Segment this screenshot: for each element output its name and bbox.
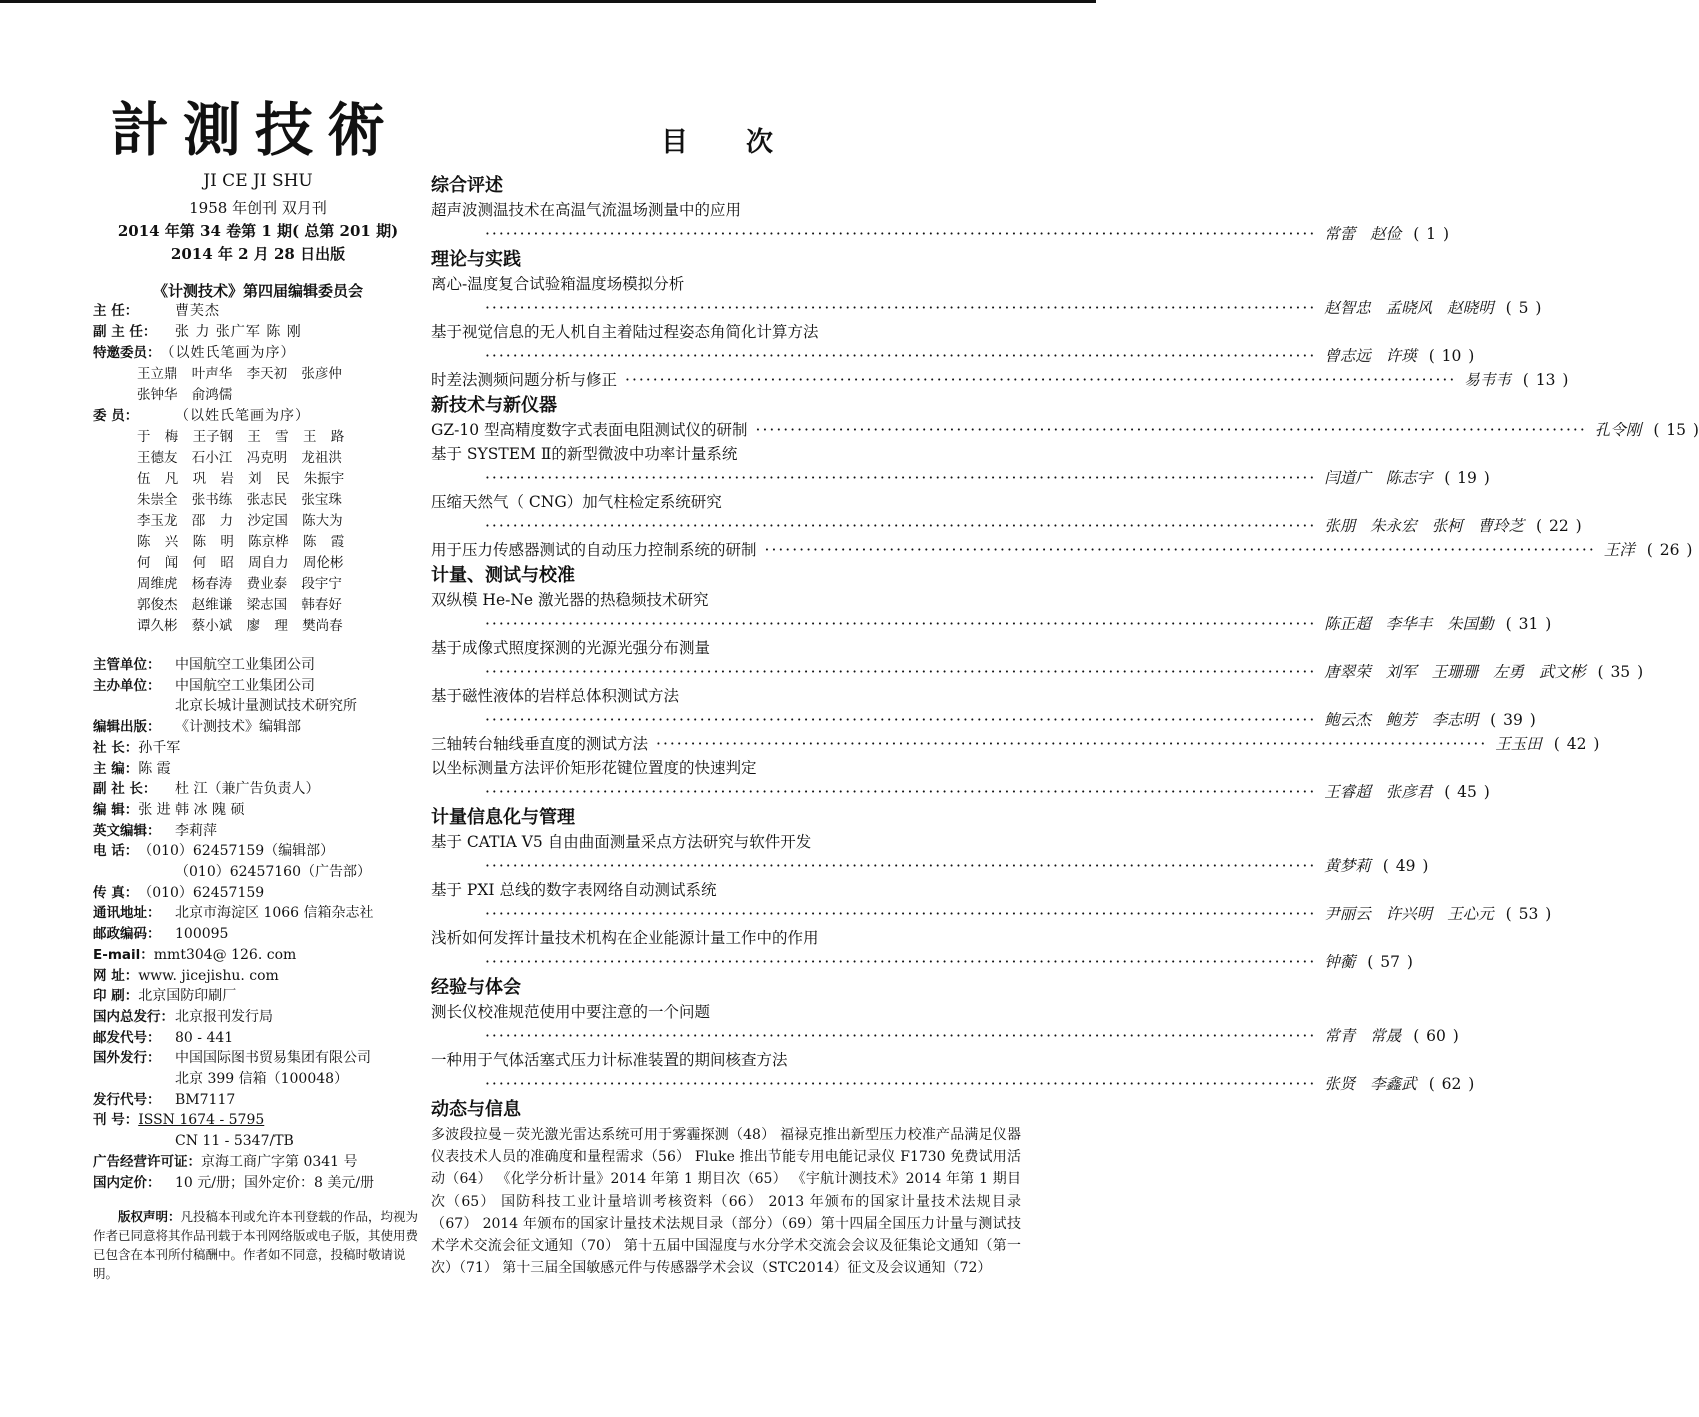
toc-entry[interactable]	[431, 1072, 1475, 1096]
toc-entry[interactable]	[431, 950, 1413, 974]
committee-vice	[93, 322, 423, 343]
committee-special	[93, 343, 423, 364]
toc-section-heading: 新技术与新仪器	[431, 395, 557, 416]
copyright-label: 版权声明：	[118, 1209, 181, 1225]
info-label: 邮政编码：	[93, 926, 161, 943]
toc-entry-title[interactable]: 基于视觉信息的无人机自主着陆过程姿态角简化计算方法	[431, 323, 819, 341]
info-row: CN 11 - 5347/TB	[175, 1133, 294, 1150]
info-row	[93, 903, 423, 924]
leader-dots: ························································································································	[485, 783, 1317, 801]
leader-dots: ························································································································	[485, 347, 1317, 365]
leader-dots: ························································································································	[485, 1027, 1317, 1045]
toc-entry-page: ( 15 )	[1653, 421, 1699, 439]
toc-entry[interactable]	[431, 612, 1552, 636]
info-label: 国外发行：	[93, 1050, 161, 1067]
toc-entry-page: ( 13 )	[1522, 371, 1569, 389]
toc-entry[interactable]	[431, 1024, 1459, 1048]
toc-entry-title[interactable]: 一种用于气体活塞式压力计标准装置的期间核查方法	[431, 1051, 788, 1069]
toc-entry[interactable]	[431, 538, 1693, 562]
toc-entry-authors: 黄梦莉	[1324, 857, 1371, 875]
leader-dots: ························································································································	[755, 421, 1587, 439]
leader-dots: ························································································································	[485, 225, 1317, 243]
vice-label: 副 主 任：	[93, 324, 157, 340]
info-label: 广告经营许可证：	[93, 1153, 201, 1170]
toc-entry-page: ( 5 )	[1505, 299, 1542, 317]
copyright-notice	[93, 1207, 423, 1283]
info-row	[93, 738, 423, 759]
toc-column	[431, 120, 1699, 1279]
leader-dots: ························································································································	[485, 663, 1317, 681]
info-value: 中国航空工业集团公司	[175, 657, 315, 673]
toc-entry-title[interactable]: 用于压力传感器测试的自动压力控制系统的研制	[431, 541, 757, 559]
publication-info	[93, 655, 423, 1193]
committee-chief	[93, 301, 423, 322]
info-value: 陈 霞	[138, 760, 171, 777]
member-names-line: 于 梅 王子钢 王 雪 王 路	[137, 429, 345, 445]
toc-entry-title[interactable]: 超声波测温技术在高温气流温场测量中的应用	[431, 201, 742, 219]
member-names-line: 何 闻 何 昭 周自力 周伦彬	[137, 555, 344, 571]
toc-entry-title[interactable]: 以坐标测量方法评价矩形花键位置度的快速判定	[431, 759, 757, 777]
info-row	[93, 986, 423, 1007]
toc-entry-authors: 尹丽云 许兴明 王心元	[1324, 905, 1494, 923]
toc-entry-title[interactable]: 基于 PXI 总线的数字表网络自动测试系统	[431, 881, 717, 899]
toc-entry-authors: 张贤 李鑫武	[1324, 1075, 1417, 1093]
toc-entry-authors: 唐翠荣 刘军 王珊珊 左勇 武文彬	[1324, 663, 1586, 681]
info-label: 英文编辑：	[93, 822, 161, 839]
info-label: 通讯地址：	[93, 905, 161, 922]
info-label: 刊 号：	[93, 1112, 139, 1129]
toc-entry-authors: 鲍云杰 鲍芳 李志明	[1324, 711, 1479, 729]
info-value: 中国航空工业集团公司	[175, 677, 315, 694]
toc-entry-authors: 闫道广 陈志宇	[1324, 469, 1433, 487]
info-value: 北京国防印刷厂	[138, 988, 237, 1005]
member-list	[93, 427, 423, 637]
toc-entry-page: ( 45 )	[1444, 783, 1490, 801]
publish-date: 2014 年 2 月 28 日出版	[170, 245, 346, 263]
special-label: 特邀委员：	[93, 345, 161, 361]
member-names-line: 朱崇全 张书练 张志民 张宝珠	[137, 492, 342, 508]
info-label: 副 社 长：	[93, 781, 157, 798]
toc-entry-page: ( 39 )	[1490, 711, 1536, 729]
toc-entry-title[interactable]: 基于磁性液体的岩样总体积测试方法	[431, 687, 680, 705]
info-value: www. jicejishu. com	[138, 967, 279, 984]
info-value: ISSN 1674 - 5795	[138, 1112, 265, 1129]
toc-entry-title[interactable]: 测长仪校准规范使用中要注意的一个问题	[431, 1003, 711, 1021]
info-value: 京海工商广字第 0341 号	[201, 1153, 358, 1170]
info-row	[93, 655, 423, 676]
chief-label: 主 任：	[93, 303, 139, 319]
leader-dots: ························································································································	[485, 469, 1317, 487]
toc-entry-authors: 曾志远 许瑛	[1324, 347, 1417, 365]
toc-section-heading: 计量信息化与管理	[431, 807, 575, 828]
journal-pinyin: JI CE JI SHU	[203, 171, 313, 191]
copyright-text: 凡投稿本刊或允许本刊登载的作品，均视为作者已同意将其作品刊载于本刊网络版或电子版，其使用费已包含在本刊所付稿酬中。作者如不同意，投稿时敬请说明。	[93, 1209, 419, 1282]
toc-entry-authors: 钟蘅	[1324, 953, 1356, 971]
toc-entry[interactable]	[431, 902, 1552, 926]
info-row	[93, 966, 423, 987]
info-value: 孙千军	[138, 739, 181, 756]
toc-entry[interactable]	[431, 708, 1536, 732]
chief-name: 曹芙杰	[175, 303, 220, 319]
toc-entry-page: ( 22 )	[1536, 517, 1582, 535]
toc-entry-page: ( 31 )	[1505, 615, 1552, 633]
member-names-line: 郭俊杰 赵维谦 梁志国 韩春好	[137, 597, 342, 613]
toc-entry-page: ( 62 )	[1428, 1075, 1475, 1093]
info-value: 北京市海淀区 1066 信箱杂志社	[175, 905, 374, 922]
info-row	[93, 1110, 423, 1131]
toc-entry[interactable]	[431, 368, 1569, 392]
info-row	[93, 883, 423, 904]
toc-entry-authors: 赵智忠 孟晓风 赵晓明	[1324, 299, 1494, 317]
toc-entry-authors: 王睿超 张彦君	[1324, 783, 1433, 801]
info-row: （010）62457160（广告部）	[175, 864, 371, 881]
toc-entry-title[interactable]: 基于成像式照度探测的光源光强分布测量	[431, 639, 711, 657]
leader-dots: ························································································································	[485, 953, 1317, 971]
member-names-line: 李玉龙 邵 力 沙定国 陈大为	[137, 513, 343, 529]
info-value: 张 进 韩 冰 隗 硕	[138, 801, 245, 818]
info-row: 北京长城计量测试技术研究所	[175, 698, 357, 715]
news-list: 多波段拉曼－荧光激光雷达系统可用于雾霾探测（48） 福禄克推出新型压力校准产品满足仪器仪表技术人员的准确度和量程需求（56） Fluke 推出节能专用电能记录仪 F1730 免费试用活动（64） 《化学分析计量》2014 年第 1 期目次（65） 《宇航计测技术》2014 年第 1 期目次（65） 国防科技工业计量培训考核资料（66） 2013 年颁布的国家计量技术法规目录（67） 2014 年颁布的国家计量技术法规目录（部分）（69）第十四届全国压力计量与测试技术学术交流会征文通知（70） 第十五届中国湿度与水分学术交流会会议及征集论文通知（第一次）（71） 第十三届全国敏感元件与传感器学术会议（STC2014）征文及会议通知（72）	[431, 1127, 1021, 1277]
issue-line: 2014 年第 34 卷第 1 期( 总第 201 期)	[117, 222, 399, 240]
member-label: 委 员：	[93, 408, 139, 424]
info-row	[93, 800, 423, 821]
toc-entry-title[interactable]: 三轴转台轴线垂直度的测试方法	[431, 735, 649, 753]
info-row	[93, 1048, 423, 1069]
toc-entry-title[interactable]: GZ-10 型高精度数字式表面电阻测试仪的研制	[431, 421, 748, 439]
toc-entry-authors: 易韦韦	[1464, 371, 1511, 389]
toc-entry-authors: 常青 常晟	[1324, 1027, 1402, 1045]
info-row	[93, 1028, 423, 1049]
toc-entry-title[interactable]: 基于 CATIA V5 自由曲面测量采点方法研究与软件开发	[431, 833, 812, 851]
member-names-line: 谭久彬 蔡小斌 廖 理 樊尚春	[137, 618, 343, 634]
toc-entry[interactable]	[431, 344, 1475, 368]
info-row	[93, 821, 423, 842]
info-value: 10 元/册；国外定价：8 美元/册	[175, 1174, 375, 1191]
toc-entry[interactable]	[431, 418, 1699, 442]
special-names-line: 王立鼎 叶声华 李天初 张彦仲	[137, 366, 342, 382]
toc-entry-page: ( 49 )	[1382, 857, 1429, 875]
leader-dots: ························································································································	[485, 615, 1317, 633]
leader-dots: ························································································································	[485, 1075, 1317, 1093]
toc-body	[431, 174, 1699, 1096]
toc-entry[interactable]	[431, 660, 1644, 684]
info-row	[93, 841, 423, 862]
committee-title: 《计测技术》第四届编辑委员会	[152, 282, 363, 300]
info-value: 李莉萍	[175, 822, 217, 839]
toc-entry-title[interactable]: 基于 SYSTEM Ⅱ的新型微波中功率计量系统	[431, 445, 738, 463]
toc-entry-authors: 孔令刚	[1594, 421, 1642, 439]
toc-entry[interactable]	[431, 296, 1542, 320]
toc-entry-title[interactable]: 时差法测频问题分析与修正	[431, 371, 618, 389]
info-row	[93, 759, 423, 780]
toc-entry-page: ( 53 )	[1505, 905, 1552, 923]
info-value: 100095	[175, 926, 229, 943]
info-label: E-mail：	[93, 946, 154, 963]
toc-title: 目次	[661, 127, 831, 158]
info-value: 《计测技术》编辑部	[175, 719, 301, 736]
toc-entry[interactable]	[431, 514, 1582, 538]
info-row	[93, 676, 423, 697]
special-note: （以姓氏笔画为序）	[160, 345, 296, 361]
info-value: 杜 江（兼广告负责人）	[175, 781, 320, 798]
toc-entry-page: ( 60 )	[1413, 1027, 1459, 1045]
leader-dots: ························································································································	[485, 711, 1317, 729]
info-row	[93, 1173, 423, 1194]
toc-section-heading: 理论与实践	[431, 249, 521, 270]
leader-dots: ························································································································	[625, 371, 1457, 389]
info-label: 社 长：	[93, 739, 139, 756]
toc-entry-title[interactable]: 浅析如何发挥计量技术机构在企业能源计量工作中的作用	[431, 929, 819, 947]
toc-entry-page: ( 26 )	[1646, 541, 1693, 559]
leader-dots: ························································································································	[485, 857, 1317, 875]
info-label: 印 刷：	[93, 988, 139, 1005]
member-names-line: 王德友 石小江 冯克明 龙祖洪	[137, 450, 342, 466]
info-label: 编辑出版：	[93, 719, 161, 736]
member-names-line: 伍 凡 巩 岩 刘 民 朱振宇	[137, 471, 345, 487]
member-names-line: 周维虎 杨春涛 费业泰 段宇宁	[137, 576, 342, 592]
top-rule	[0, 0, 1096, 3]
toc-entry[interactable]	[431, 466, 1490, 490]
toc-entry-title[interactable]: 双纵模 He-Ne 激光器的热稳频技术研究	[431, 591, 709, 609]
toc-entry[interactable]	[431, 732, 1600, 756]
toc-entry-page: ( 57 )	[1367, 953, 1413, 971]
toc-entry-authors: 陈正超 李华丰 朱国勤	[1324, 615, 1494, 633]
info-value: 80 - 441	[175, 1029, 234, 1046]
committee-members	[93, 406, 423, 427]
info-row	[93, 945, 423, 966]
info-row	[93, 779, 423, 800]
toc-entry-page: ( 35 )	[1597, 663, 1644, 681]
toc-entry-authors: 王洋	[1603, 541, 1635, 559]
info-row	[93, 924, 423, 945]
leader-dots: ························································································································	[764, 541, 1596, 559]
toc-entry-authors: 张朋 朱永宏 张柯 曹玲芝	[1324, 517, 1525, 535]
info-label: 编 辑：	[93, 801, 139, 818]
leader-dots: ························································································································	[485, 517, 1317, 535]
info-row: 北京 399 信箱（100048）	[175, 1071, 349, 1088]
info-label: 电 话：	[93, 843, 139, 860]
info-value: （010）62457159	[138, 884, 265, 901]
info-value: 中国国际图书贸易集团有限公司	[175, 1050, 371, 1067]
vice-names: 张 力 张广军 陈 刚	[175, 324, 302, 340]
info-label: 国内总发行：	[93, 1008, 174, 1025]
info-label: 主管单位：	[93, 657, 161, 673]
toc-entry[interactable]	[431, 780, 1490, 804]
toc-section-heading: 综合评述	[431, 175, 503, 196]
info-value: 北京报刊发行局	[175, 1008, 273, 1025]
toc-entry[interactable]	[431, 854, 1429, 878]
info-row	[93, 1007, 423, 1028]
toc-entry-authors: 王玉田	[1495, 735, 1542, 753]
founded-line: 1958 年创刊 双月刊	[189, 199, 327, 217]
info-label: 发行代号：	[93, 1091, 161, 1108]
info-label: 国内定价：	[93, 1174, 161, 1191]
info-value: mmt304@ 126. com	[153, 946, 297, 963]
toc-section-heading: 经验与体会	[431, 977, 521, 998]
info-label: 主 编：	[93, 760, 139, 777]
info-label: 主办单位：	[93, 677, 161, 694]
member-names-line: 陈 兴 陈 明 陈京桦 陈 霞	[137, 534, 345, 550]
toc-entry-authors: 常蕾 赵俭	[1324, 225, 1402, 243]
toc-section-heading: 计量、测试与校准	[431, 565, 575, 586]
info-row	[93, 1152, 423, 1173]
leader-dots: ························································································································	[485, 299, 1317, 317]
info-row	[93, 717, 423, 738]
info-row	[93, 1090, 423, 1111]
leader-dots: ························································································································	[656, 735, 1488, 753]
toc-entry-title[interactable]: 离心-温度复合试验箱温度场模拟分析	[431, 275, 685, 293]
toc-entry-page: ( 19 )	[1444, 469, 1490, 487]
leader-dots: ························································································································	[485, 905, 1317, 923]
toc-entry[interactable]	[431, 222, 1449, 246]
info-value: BM7117	[175, 1091, 236, 1108]
info-label: 邮发代号：	[93, 1029, 161, 1046]
journal-logo: 計測技術	[110, 96, 399, 164]
masthead-column	[93, 95, 423, 1283]
toc-entry-page: ( 42 )	[1553, 735, 1600, 753]
toc-entry-page: ( 1 )	[1413, 225, 1449, 243]
toc-entry-page: ( 10 )	[1428, 347, 1475, 365]
info-label: 网 址：	[93, 967, 139, 984]
info-label: 传 真：	[93, 884, 139, 901]
toc-section-news: 动态与信息	[431, 1099, 521, 1120]
special-names-line: 张钟华 俞鸿儒	[137, 387, 233, 403]
info-value: （010）62457159（编辑部）	[138, 843, 335, 860]
member-note: （以姓氏笔画为序）	[175, 408, 310, 424]
toc-entry-title[interactable]: 压缩天然气（ CNG）加气柱检定系统研究	[431, 493, 722, 511]
